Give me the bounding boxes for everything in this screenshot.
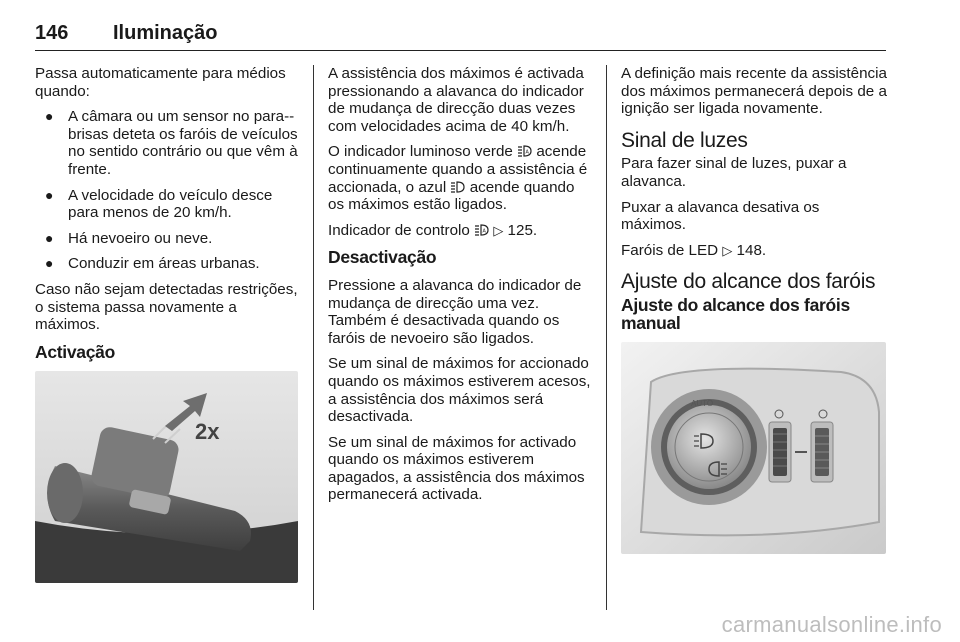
restrictions-text: Caso não sejam detectadas restrições, o sistema passa novamente a máximos. (35, 280, 298, 334)
bullet-icon: ● (45, 229, 54, 246)
heading-activacao: Activação (35, 341, 115, 362)
pull-lever-text: Puxar a alavanca desativa os máximos. (621, 198, 820, 234)
auto-label: AUTO (691, 399, 714, 409)
list-item: ● A câmara ou um sensor no para--brisas deteta os faróis de veículos no sentido contrário ou que vêm à frente. (45, 108, 298, 178)
page-header (35, 22, 886, 51)
page-number: 146 (35, 22, 69, 44)
section-title: Iluminação (113, 22, 218, 44)
column-2 (328, 65, 594, 512)
list-item: ● A velocidade do veículo desce para menos de 20 km/h. (45, 186, 273, 222)
intro-text: Passa automaticamente para médios quando: (35, 65, 286, 100)
column-1 (35, 65, 301, 583)
high-beam-assist-icon (474, 224, 489, 236)
bullet-icon: ● (45, 186, 54, 203)
page-ref-triangle-icon: ▷ (722, 242, 733, 258)
press-twice-label: 2x (195, 419, 220, 445)
watermark: carmanualsonline.info (721, 612, 942, 637)
deactivation-text: Pressione a alavanca do indicador de mudança de direcção uma vez. Também é desactivada quando os faróis de nevoeiro são ligados. (328, 276, 582, 347)
svg-text:A: A (482, 228, 486, 235)
list-item: ● Conduzir em áreas urbanas. (45, 255, 260, 273)
turn-signal-lever-image (35, 371, 298, 583)
heading-sinal-de-luzes: Sinal de luzes (621, 128, 748, 152)
column-divider-2 (606, 65, 607, 610)
indicator-paragraph: O indicador luminoso verde A acende continuamente quando a assistência é accionada, o azul acende quando os máximos estão ligados. (328, 143, 588, 214)
heading-desactivacao: Desactivação (328, 247, 437, 268)
column-3 (621, 65, 887, 554)
flash-on-text: Se um sinal de máximos for accionado quando os máximos estiverem acesos, a assistência dos máximos será desactivada. (328, 355, 591, 426)
high-beam-assist-icon (517, 145, 532, 157)
svg-text:A: A (525, 149, 529, 156)
bullet-icon: ● (45, 108, 54, 125)
control-indicator-ref: Indicador de controlo A ▷ 125. (328, 221, 538, 239)
page-ref-triangle-icon: ▷ (493, 222, 504, 238)
heading-ajuste-alcance: Ajuste do alcance dos faróis (621, 270, 876, 294)
flash-text: Para fazer sinal de luzes, puxar a alavanca. (621, 155, 847, 190)
led-ref: Faróis de LED ▷ 148. (621, 241, 767, 259)
conditions-list (35, 108, 301, 273)
column-divider-1 (313, 65, 314, 610)
activation-text: A assistência dos máximos é activada pressionando a alavanca do indicador de mudança de direcção duas vezes com velocidades acima de 40 km/h. (328, 65, 584, 135)
flash-off-text: Se um sinal de máximos for activado quando os máximos estiverem apagados, a assistência dos máximos permanecerá activada. (328, 433, 585, 504)
light-switch-image (621, 342, 886, 554)
heading-ajuste-manual: Ajuste do alcance dos faróis manual (621, 294, 850, 333)
memory-text: A definição mais recente da assistência dos máximos permanecerá depois de a ignição ser ligada novamente. (621, 65, 887, 118)
bullet-icon: ● (45, 255, 54, 272)
list-item: ● Há nevoeiro ou neve. (45, 229, 213, 247)
high-beam-icon (450, 181, 465, 193)
